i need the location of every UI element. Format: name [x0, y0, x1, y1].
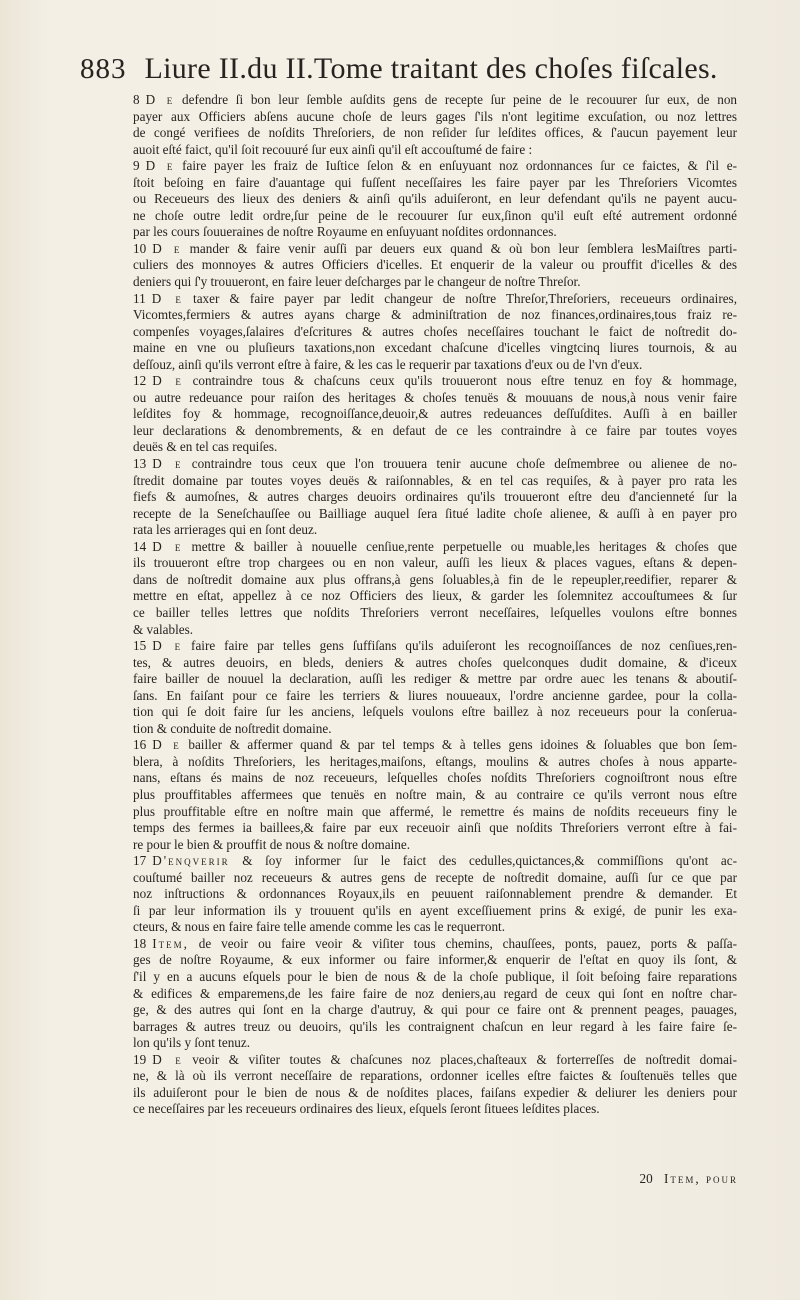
article-13 — [133, 456, 737, 539]
text-line — [133, 506, 737, 523]
text-line — [133, 1002, 737, 1019]
line-text: fiefs & aumoſnes, & autres charges deuoirs ordinaires qu'ils trouueront eſtre deu d'ancienneté ſur la — [133, 489, 737, 505]
text-line — [133, 324, 737, 341]
text-line — [133, 622, 737, 639]
text-line — [133, 820, 737, 837]
article-number: 10 — [133, 240, 147, 256]
text-line — [133, 357, 737, 374]
line-text: ſans. En faiſant pour ce faire les terriers & liures nouueaux, l'ordre ancienne gardee, pour la colla- — [133, 687, 737, 703]
article-lead-word: D e — [152, 373, 183, 389]
text-line — [133, 340, 737, 357]
text-line — [133, 390, 737, 407]
article-10 — [133, 241, 737, 291]
text-line — [133, 853, 737, 870]
text-line — [133, 142, 737, 159]
line-text: ils trouueront eſtre trop chargees ou en non valeur, auſſi les lieux & places vagues, eſtans & depen- — [133, 555, 737, 571]
text-line — [133, 605, 737, 622]
article-19 — [133, 1052, 737, 1118]
article-number: 16 — [133, 737, 147, 753]
text-line — [133, 1019, 737, 1036]
article-number: 18 — [133, 935, 147, 951]
article-lead-word: D'enqverir — [152, 853, 230, 869]
line-text: mettre & bailler à nouuelle cenſiue,rente perpetuelle ou muable,les heritages & choſes que — [191, 538, 737, 554]
line-text: ſtoit beſoing en faire d'auantage qui fuſſent neceſſaires les faire payer par les Threſoriers Vicomtes — [133, 174, 737, 190]
text-line — [133, 986, 737, 1003]
line-text: culiers des monnoyes & autres Officiers d'icelles. Et enquerir de la valeur ou prouffit d'icelles & des — [133, 257, 737, 273]
text-line — [133, 373, 737, 390]
article-17 — [133, 853, 737, 936]
line-text: ou Receueurs des lieux des deniers & ainſi qu'ils aduiſeront, en leur defendant qu'ils ne payent aucu- — [133, 191, 737, 207]
line-text: mander & faire venir auſſi par deuers eux quand & où bon leur ſemblera lesMaiſtres parti- — [189, 240, 737, 256]
article-number: 15 — [133, 638, 147, 654]
text-line — [133, 1068, 737, 1085]
line-text: ou autre redeuance pour raiſon des heritages & choſes tenuës & mouuans de nous,à nous venir faire — [133, 389, 737, 405]
line-text: de veoir ou faire veoir & viſiter tous chemins, chauſſees, ponts, pauez, ports & paſſa- — [198, 935, 737, 951]
article-lead-word: D e — [152, 456, 183, 472]
text-line — [133, 804, 737, 821]
text-line — [133, 1085, 737, 1102]
text-line — [133, 655, 737, 672]
line-text: cteurs, & nous en faire faire telle amende comme les cas le requerront. — [133, 919, 506, 935]
text-line — [133, 291, 737, 308]
text-line — [133, 588, 737, 605]
line-text: ce neceſſaires par les receueurs ordinaires des lieux, eſquels ſeront ſituees leſdites places. — [133, 1101, 600, 1117]
text-line — [133, 770, 737, 787]
text-line — [133, 158, 737, 175]
line-text: & ſoy informer ſur le faict des cedulles,quictances,& commiſſions qu'ont ac- — [242, 853, 737, 869]
text-line — [133, 969, 737, 986]
line-text: taxer & faire payer par ledit changeur de noſtre Threſor,Threſoriers, receueurs ordinaires, — [193, 290, 737, 306]
line-text: blera, à noſdits Threſoriers, les heritages,maiſons, eſtangs, moulins & autres choſes à nous apparte- — [133, 753, 737, 769]
article-number: 8 — [133, 92, 140, 107]
line-text: temps des fermes ia baillees,& faire par eux receuoir ainſi que noſdits Threſoriers verront eſtre à fai- — [133, 820, 737, 836]
article-lead-word: D e — [151, 290, 183, 306]
running-title: Liure II.du II.Tome traitant des choſes fiſcales. — [144, 52, 718, 85]
article-14 — [133, 539, 737, 638]
page-header — [80, 52, 740, 86]
text-line — [133, 688, 737, 705]
article-number: 12 — [133, 373, 147, 389]
line-text: ſ'il y en a aucuns eſquels pour le bien de nous & de la choſe publique, il ſoit beſoing faire reparations — [133, 968, 737, 984]
article-number: 9 — [133, 158, 140, 174]
text-line — [133, 787, 737, 804]
article-number: 13 — [133, 456, 147, 472]
text-line — [133, 191, 737, 208]
line-text: tion qui ſe doit faire ſur les anciens, leſquels voulons eſtre baillez à noz receueurs pour la conſerua- — [133, 704, 737, 720]
line-text: noz inſtructions & ordonnances Royaux,ils en peuuent raiſonnablement prendre & demander. Et — [133, 886, 737, 902]
text-line — [133, 1052, 737, 1069]
text-line — [133, 754, 737, 771]
text-line — [133, 109, 737, 126]
text-line — [133, 274, 737, 291]
article-lead-word: D e — [152, 1051, 183, 1067]
line-text: faire faire par telles gens ſuffiſans qu'ils aduiſeront les recognoiſſances de noz cenſiues,ren- — [191, 638, 737, 654]
line-text: couſtumé bailler noz receueurs & autres gens de recepte de noſtredit domaine, auſſi ſur ce que par — [133, 869, 737, 885]
text-line — [133, 208, 737, 225]
text-line — [133, 870, 737, 887]
text-line — [133, 473, 737, 490]
line-text: veoir & viſiter toutes & chaſcunes noz places,chaſteaux & forterreſſes de noſtredit domai- — [192, 1051, 737, 1067]
line-text: plus prouffitables affermees que tenuës en noſtre main, & au contraire ce qu'ils verront nous eſtre — [133, 786, 737, 802]
line-text: tion & conduite de noſtredit domaine. — [133, 720, 332, 736]
line-text: deniers qui ſ'y trouueront, en faire leuer deſcharges par le changeur de noſtre Threſor. — [133, 274, 581, 290]
text-line — [133, 952, 737, 969]
line-text: bailler & affermer quand & par tel temps & à telles gens idoines & ſoluables que bon ſem- — [188, 737, 737, 753]
text-line — [133, 555, 737, 572]
line-text: & edifices & emparemens,de les faire faire de noz deniers,au regard de ceux qui ſont en noſtre char- — [133, 985, 737, 1001]
line-text: ſi par leur information ils y trouuent qu'ils en ayent exceſſiuement prins & exigé, de punir les exa- — [133, 902, 737, 918]
text-line — [133, 125, 737, 142]
line-text: recepte de la Seneſchauſſee ou Bailliage auquel ſera ſitué ladite choſe alienee, & auſſi à en payer pro — [133, 505, 737, 521]
line-text: de congé verifiees de noſdits Threſoriers, de non reſider ſur leſdites offices, & ſ'aucun payement leur — [133, 125, 737, 141]
text-line — [133, 1035, 737, 1052]
line-text: Vicomtes,fermiers & autres ayans charge & adminiſtration de noz finances,ordinaires,tous fraiz re- — [133, 307, 737, 323]
article-lead-word: D e — [152, 538, 183, 554]
text-line — [133, 456, 737, 473]
line-text: payer aux Officiers abſens aucune choſe de leurs gages ſ'ils n'ont legitime excuſation, ou noz lettres — [133, 108, 737, 124]
article-lead-word: D e — [152, 240, 182, 256]
article-16 — [133, 737, 737, 853]
article-18 — [133, 936, 737, 1052]
line-text: faire payer les fraiz de Iuſtice ſelon & en enſuyuant noz ordonnances ſur ce faictes, & ſ'il e- — [182, 158, 737, 174]
line-text: ils aduiſeront pour le bien de nous & de noſdites places, faiſans expedier & deliurer les deniers pour — [133, 1084, 737, 1100]
text-line — [133, 522, 737, 539]
text-line — [133, 837, 737, 854]
line-text: par les cours ſouueraines de noſtre Royaume en enſuyuant noſdites ordonnances. — [133, 224, 557, 240]
text-line — [133, 175, 737, 192]
line-text: ne, & là où ils verront neceſſaire de reparations, ordonner icelles eſtre faictes & ſouſtenuës telles que — [133, 1068, 737, 1084]
line-text: tes, & autres deuoirs, en bleds, deniers & autres choſes quelconques dudit domaine, & d'iceux — [133, 654, 737, 670]
line-text: faire bailler de nouuel la declaration, auſſi les rediger & mettre par ordre auec les tenans & aboutiſ- — [133, 671, 737, 687]
text-line — [133, 936, 737, 953]
article-9 — [133, 158, 737, 241]
line-text: deſſouz, ainſi qu'ils verront eſtre à faire, & les cas le requerir par taxations d'eux ou de l'vn d'eux. — [133, 356, 643, 372]
line-text: dans de noſtredit domaine aux plus offrans,à gens ſoluables,à fin de le repeupler,reedifier, reparer & — [133, 571, 737, 587]
text-line — [133, 721, 737, 738]
line-text: leſdites foy & hommage, recognoiſſance,deuoir,& autres redeuances deſſuſdites. Auſſi à en bailler — [133, 406, 737, 422]
line-text: plus prouffitable eſtre en noſtre main que affermé, le remettre és mains de noſdits receueurs finy le — [133, 803, 737, 819]
article-lead-word: D e — [145, 158, 175, 174]
text-line — [133, 92, 737, 109]
line-text: defendre ſi bon leur ſemble auſdits gens de recepte ſur peine de le recouurer ſur eux, de non — [182, 92, 737, 107]
line-text: lon qu'ils y ſont tenuz. — [133, 1035, 251, 1051]
text-body — [133, 92, 737, 1118]
text-line — [133, 241, 737, 258]
text-line — [133, 638, 737, 655]
catchword — [640, 1171, 738, 1187]
text-line — [133, 919, 737, 936]
text-line — [133, 257, 737, 274]
line-text: ge, & des autres qui ſont en la charge d'autruy, & qui pour ce faire ont & prennent peages, pauages, — [133, 1002, 737, 1018]
line-text: ne choſe outre ledit ordre,ſur peine de le recouurer ſur eux,ſinon qu'il euſt eſté autrement ordonné — [133, 207, 737, 223]
text-line — [133, 886, 737, 903]
line-text: mettre en eſtat, appellez à ce noz Officiers des lieux, & garder les ſolemnitez accouſtumees & ſur — [133, 588, 737, 604]
line-text: deuës & en tel cas requiſes. — [133, 439, 278, 455]
article-15 — [133, 638, 737, 737]
text-line — [133, 307, 737, 324]
line-text: leur declarations & denombrements, & en defaut de ce les contraindre à ce faire par toutes voyes — [133, 422, 737, 438]
line-text: ges de noſtre Royaume, & eux informer ou faire informer,& enquerir de l'eſtat en quoy ils ſont, & — [133, 952, 737, 968]
text-line — [133, 406, 737, 423]
line-text: re pour le bien & prouffit de nous & noſtre domaine. — [133, 836, 410, 852]
line-text: nans, eſtans és mains de noz receueurs, leſquelles choſes noſdits Threſoriers cognoiſtront nous eſtre — [133, 770, 737, 786]
text-line — [133, 671, 737, 688]
line-text: ſtredit domaine par toutes voyes deuës & raiſonnables, & en tel cas requiſes, & à payer pro rata les — [133, 472, 737, 488]
article-number: 17 — [133, 853, 147, 869]
article-12 — [133, 373, 737, 456]
article-11 — [133, 291, 737, 374]
line-text: ce bailler telles lettres que noſdits Threſoriers verront neceſſaires, leſquelles voulons eſtre bonnes — [133, 604, 737, 620]
line-text: contraindre tous & chaſcuns ceux qu'ils trouueront nous eſtre tenuz en foy & hommage, — [192, 373, 737, 389]
text-line — [133, 423, 737, 440]
text-line — [133, 224, 737, 241]
text-line — [133, 704, 737, 721]
folio-number: 883 — [80, 53, 127, 85]
line-text: compenſes voyages,ſalaires d'eſcritures & autres choſes neceſſaires touchant le faict de noſtredit do- — [133, 323, 737, 339]
article-number: 11 — [133, 290, 146, 306]
text-line — [133, 539, 737, 556]
text-line — [133, 439, 737, 456]
line-text: rata les arrierages qui en ſont deuz. — [133, 522, 318, 538]
article-number: 14 — [133, 538, 147, 554]
text-line — [133, 737, 737, 754]
line-text: maine en vne ou pluſieurs taxations,non excedant chaſcune d'icelles vingtcinq liures tournois, & au — [133, 340, 737, 356]
text-line — [133, 489, 737, 506]
line-text: contraindre tous ceux que l'on trouuera tenir aucune choſe deſmembree ou alienee de no- — [191, 456, 737, 472]
line-text: & valables. — [133, 621, 194, 637]
catchword-text: Item, pour — [664, 1171, 738, 1186]
text-line — [133, 1101, 737, 1118]
text-line — [133, 903, 737, 920]
line-text: barrages & autres treuz ou deuoirs, qu'ils les contraignent chaſcun en leur regard à les faire faire ſe- — [133, 1018, 737, 1034]
article-lead-word: D e — [152, 638, 183, 654]
catchword-number: 20 — [639, 1171, 653, 1186]
text-line — [133, 572, 737, 589]
line-text: auoit eſté faict, qu'il ſoit recouuré ſur eux ainſi qu'il eſt accouſtumé de faire : — [133, 141, 533, 157]
article-number: 19 — [133, 1051, 147, 1067]
article-lead-word: D e — [152, 737, 181, 753]
article-lead-word: D e — [145, 92, 175, 107]
article-8 — [133, 92, 737, 158]
article-lead-word: Item, — [152, 935, 189, 951]
